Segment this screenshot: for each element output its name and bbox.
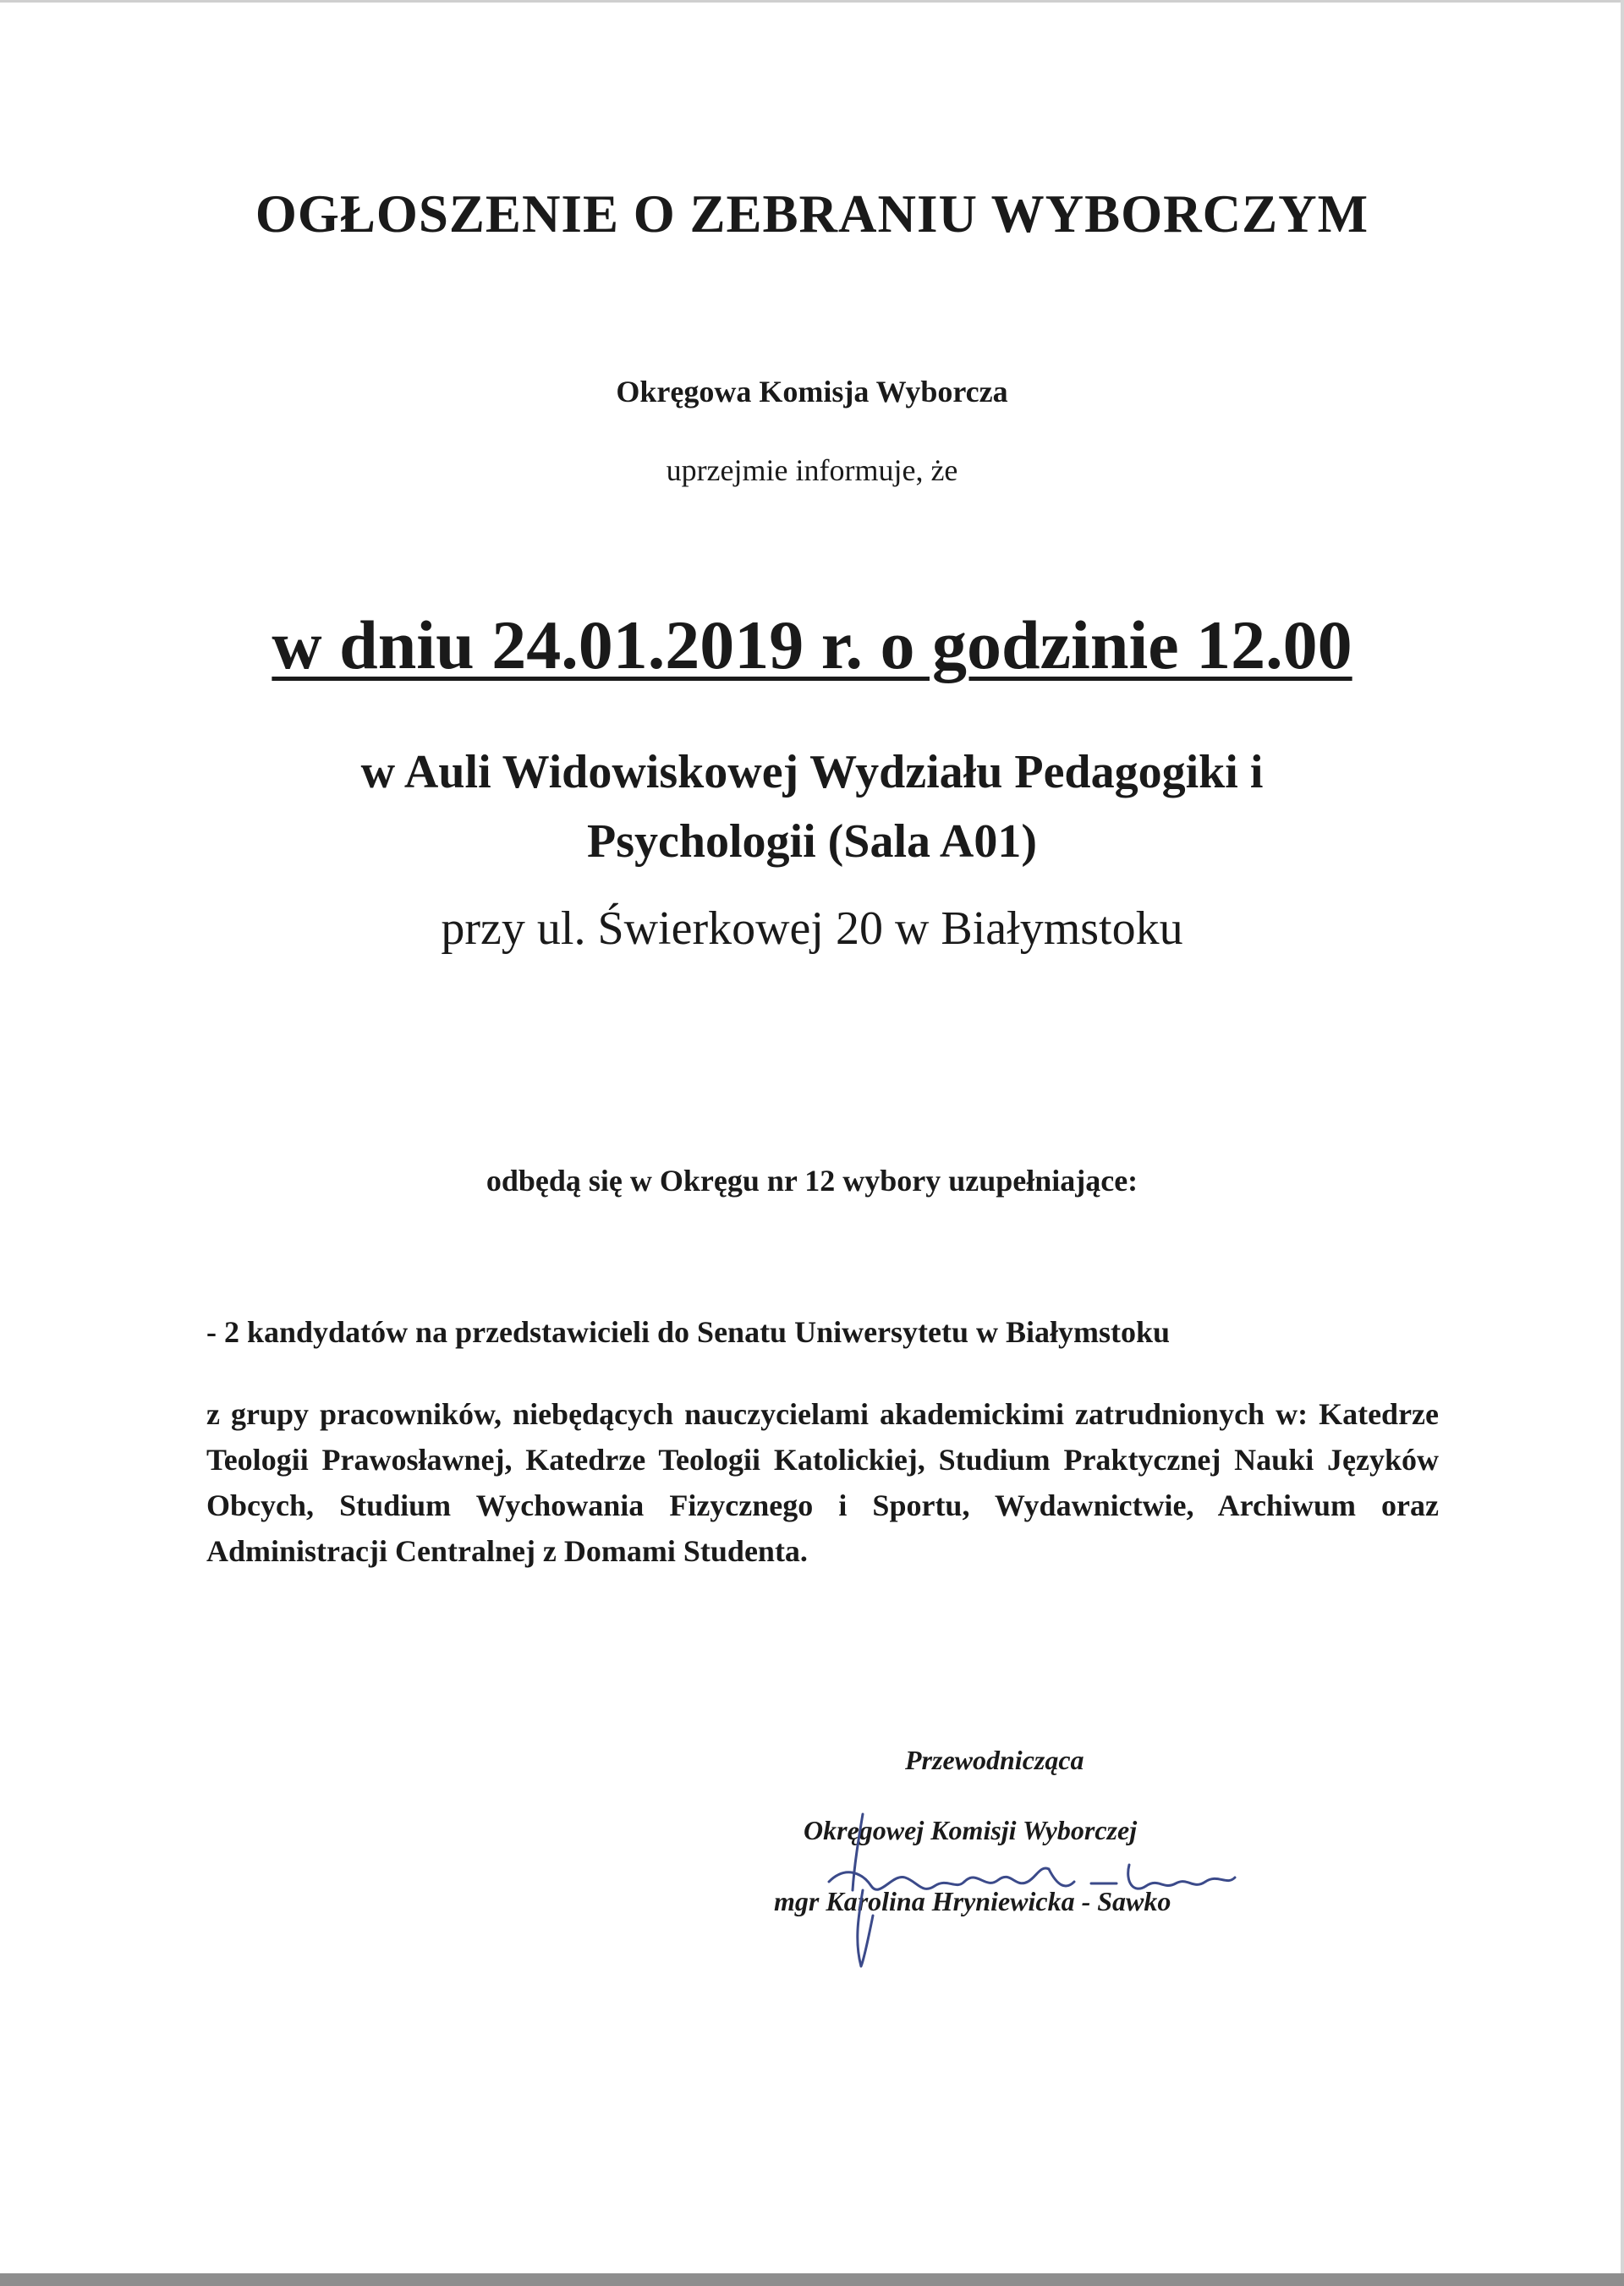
handwritten-signature xyxy=(812,1806,1252,1975)
signature-name: mgr Karolina Hryniewicka - Sawko xyxy=(774,1886,1171,1916)
signature-stroke xyxy=(1128,1865,1235,1889)
page-right-edge xyxy=(1621,0,1624,2273)
informs-text: uprzejmie informuje, że xyxy=(666,453,958,487)
elections-announcement: odbędą się w Okręgu nr 12 wybory uzupełniające: xyxy=(486,1164,1138,1198)
committee-name: Okręgowa Komisja Wyborcza xyxy=(616,375,1008,408)
page-bottom-edge xyxy=(0,2273,1624,2286)
signature-stroke xyxy=(829,1872,964,1889)
eligible-groups-paragraph: z grupy pracowników, niebędących nauczycielami akademickimi zatrudnionych w: Katedrze Teologii Prawosławnej, Katedrze Teologii Katolickiej, Studium Praktycznej Nauki Języków Obcych, Studium Wychowania Fizycznego i Sportu, Wydawnictwie, Archiwum oraz Administracji Centralnej z Domami Studenta. xyxy=(206,1397,1439,1568)
document-title: OGŁOSZENIE O ZEBRANIU WYBORCZYM xyxy=(255,184,1369,244)
meeting-venue-text: w Auli Widowiskowej Wydziału Pedagogiki i Psychologii (Sala A01) xyxy=(360,746,1264,868)
signature-committee: Okręgowej Komisji Wyborczej xyxy=(804,1815,1138,1845)
meeting-date-time: w dniu 24.01.2019 r. o godzinie 12.00 xyxy=(272,606,1352,683)
meeting-street-address: przy ul. Świerkowej 20 w Białymstoku xyxy=(441,902,1183,955)
signature-stroke xyxy=(853,1814,863,1890)
signature-role: Przewodnicząca xyxy=(905,1745,1084,1775)
signature-stroke xyxy=(858,1890,873,1966)
candidates-line: - 2 kandydatów na przedstawicieli do Senatu Uniwersytetu w Białymstoku xyxy=(206,1315,1171,1349)
page-top-edge xyxy=(0,0,1624,3)
signature-stroke xyxy=(964,1868,1049,1883)
meeting-venue xyxy=(0,737,1624,876)
signature-stroke xyxy=(1049,1869,1074,1886)
